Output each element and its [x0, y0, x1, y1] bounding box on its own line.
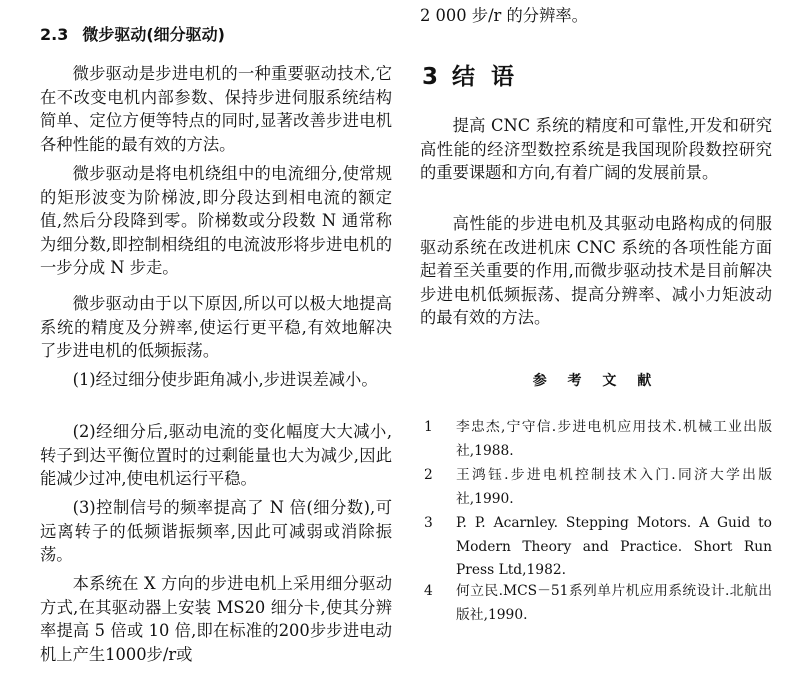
reference-text: P. P. Acarnley. Stepping Motors. A Guid to Modern Theory and Practice. Short Run Press Ltd,1982. [456, 515, 772, 578]
reference-number: 4 [424, 583, 433, 599]
conclusion-heading [422, 58, 518, 91]
reference-item [420, 416, 772, 463]
reference-item [420, 580, 772, 627]
list-item: (3)控制信号的频率提高了 N 倍(细分数),可远离转子的低频谐振频率,因此可减弱或消除振荡。 [40, 498, 392, 564]
reference-text: 何立民.MCS－51系列单片机应用系统设计.北航出版社,1990. [456, 583, 772, 623]
list-item: (1)经过细分使步距角减小,步进误差减小。 [72, 370, 378, 389]
paragraph: 微步驱动是将电机绕组中的电流细分,使常规的矩形波变为阶梯波,即分段达到相电流的额定值,然后分段降到零。阶梯数或分段数 N 通常称为细分数,即控制相绕组的电流波形将步进电机的一步分成 N 步走。 [40, 164, 392, 277]
paragraph: 微步驱动由于以下原因,所以可以极大地提高系统的精度及分辨率,使运行更平稳,有效地解决了步进电机的低频振荡。 [40, 294, 392, 360]
section-heading [40, 22, 225, 45]
paragraph: 本系统在 X 方向的步进电机上采用细分驱动方式,在其驱动器上安装 MS20 细分卡,使其分辨率提高 5 倍或 10 倍,即在标准的200步步进电动机上产生1000步/r或 [40, 574, 392, 664]
list-item: (2)经细分后,驱动电流的变化幅度大大减小,转子到达平衡位置时的过剩能量也大为减少,因此能减少过冲,使电机运行平稳。 [40, 422, 392, 488]
section-number: 2.3 [40, 25, 69, 44]
paragraph: 高性能的步进电机及其驱动电路构成的伺服驱动系统在改进机床 CNC 系统的各项性能方面起着至关重要的作用,而微步驱动技术是目前解决步进电机低频振荡、提高分辨率、减小力矩波动的最有效的方法。 [420, 214, 772, 327]
reference-text: 王鸿钰.步进电机控制技术入门.同济大学出版社,1990. [456, 467, 772, 507]
conclusion-title: 结 语 [452, 64, 519, 90]
reference-item [420, 464, 772, 511]
reference-number: 2 [424, 467, 433, 483]
paragraph: 微步驱动是步进电机的一种重要驱动技术,它在不改变电机内部参数、保持步进伺服系统结构简单、定位方便等特点的同时,显著改善步进电机各种性能的最有效的方法。 [40, 64, 392, 154]
section-title: 微步驱动(细分驱动) [82, 25, 225, 44]
reference-number: 1 [424, 419, 433, 435]
paragraph: 提高 CNC 系统的精度和可靠性,开发和研究高性能的经济型数控系统是我国现阶段数控研究的重要课题和方向,有着广阔的发展前景。 [420, 116, 772, 182]
reference-text: 李忠杰,宁守信.步进电机应用技术.机械工业出版社,1988. [456, 419, 772, 459]
references-heading: 参 考 文 献 [532, 373, 660, 389]
continued-text: 2 000 步/r 的分辨率。 [420, 6, 588, 25]
conclusion-number: 3 [422, 64, 443, 90]
reference-item [420, 512, 772, 583]
reference-number: 3 [424, 515, 433, 531]
